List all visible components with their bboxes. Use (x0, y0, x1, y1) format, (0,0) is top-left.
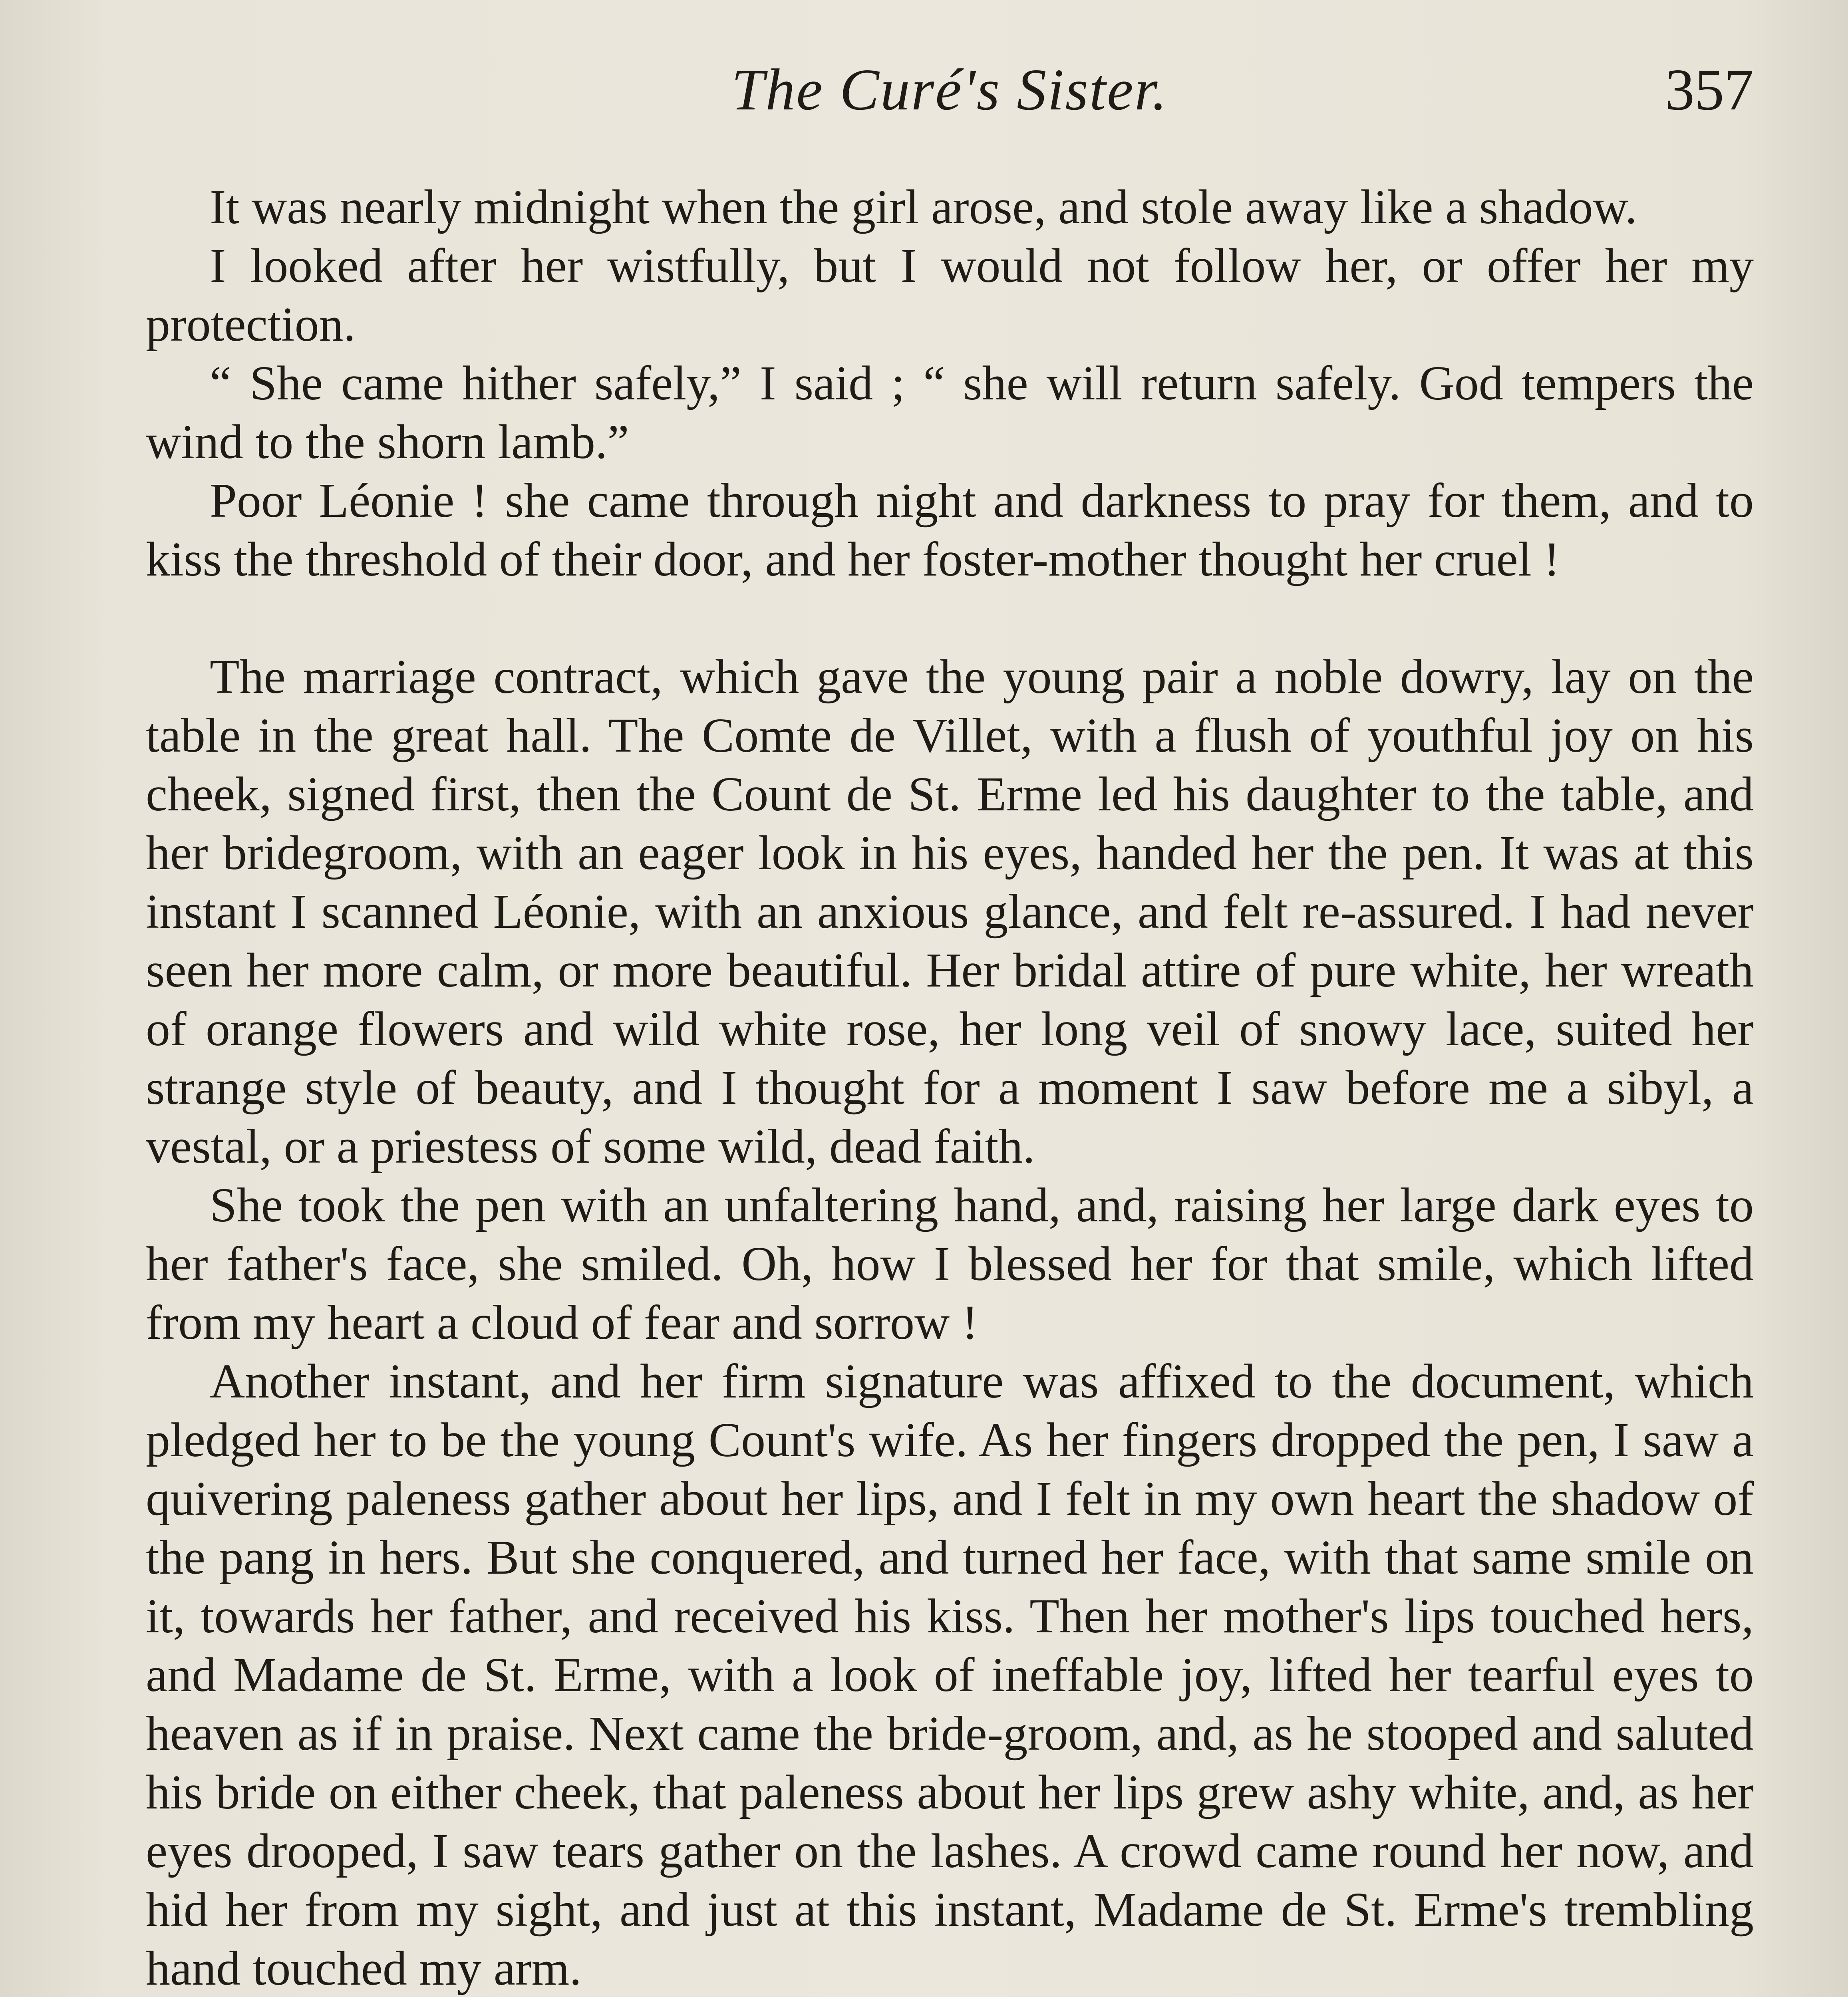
page-header (146, 56, 1754, 136)
paragraph: Another instant, and her firm signature was affixed to the document, which pledged her to be the young Count's wife. As her fingers dropped the pen, I saw a quivering paleness gather about her lips, and I felt in my own heart the shadow of the pang in hers. But she conquered, and turned her face, with that same smile on it, towards her father, and received his kiss. Then her mother's lips touched hers, and Madame de St. Erme, with a look of ineffable joy, lifted her tearful eyes to heaven as if in praise. Next came the bride-groom, and, as he stooped and saluted his bride on either cheek, that paleness about her lips grew ashy white, and, as her eyes drooped, I saw tears gather on the lashes. A crowd came round her now, and hid her from my sight, and just at this instant, Madame de St. Erme's trembling hand touched my arm. (146, 1354, 1754, 1995)
paragraph: “ She came hither safely,” I said ; “ she will return safely. God tempers the wind to the shorn lamb.” (146, 356, 1754, 469)
running-title: The Curé's Sister. (731, 57, 1168, 123)
body-text (146, 178, 1754, 1997)
paragraph: The marriage contract, which gave the young pair a noble dowry, lay on the table in the great hall. The Comte de Villet, with a flush of youthful joy on his cheek, signed first, then the Count de St. Erme led his daughter to the table, and her bridegroom, with an eager look in his eyes, handed her the pen. It was at this instant I scanned Léonie, with an anxious glance, and felt re-assured. I had never seen her more calm, or more beautiful. Her bridal attire of pure white, her wreath of orange flowers and wild white rose, her long veil of snowy lace, suited her strange style of beauty, and I thought for a moment I saw before me a sibyl, a vestal, or a priestess of some wild, dead faith. (146, 650, 1754, 1173)
paragraph: I looked after her wistfully, but I would not follow her, or offer her my protection. (146, 239, 1754, 351)
paragraph: It was nearly midnight when the girl arose, and stole away like a shadow. (210, 180, 1637, 234)
page-number: 357 (1665, 57, 1754, 123)
paragraph: She took the pen with an unfaltering hand, and, raising her large dark eyes to her father's face, she smiled. Oh, how I blessed her for that smile, which lifted from my heart a cloud of fear and sorrow ! (146, 1178, 1754, 1350)
paragraph: Poor Léonie ! she came through night and darkness to pray for them, and to kiss the threshold of their door, and her foster-mother thought her cruel ! (146, 474, 1754, 586)
